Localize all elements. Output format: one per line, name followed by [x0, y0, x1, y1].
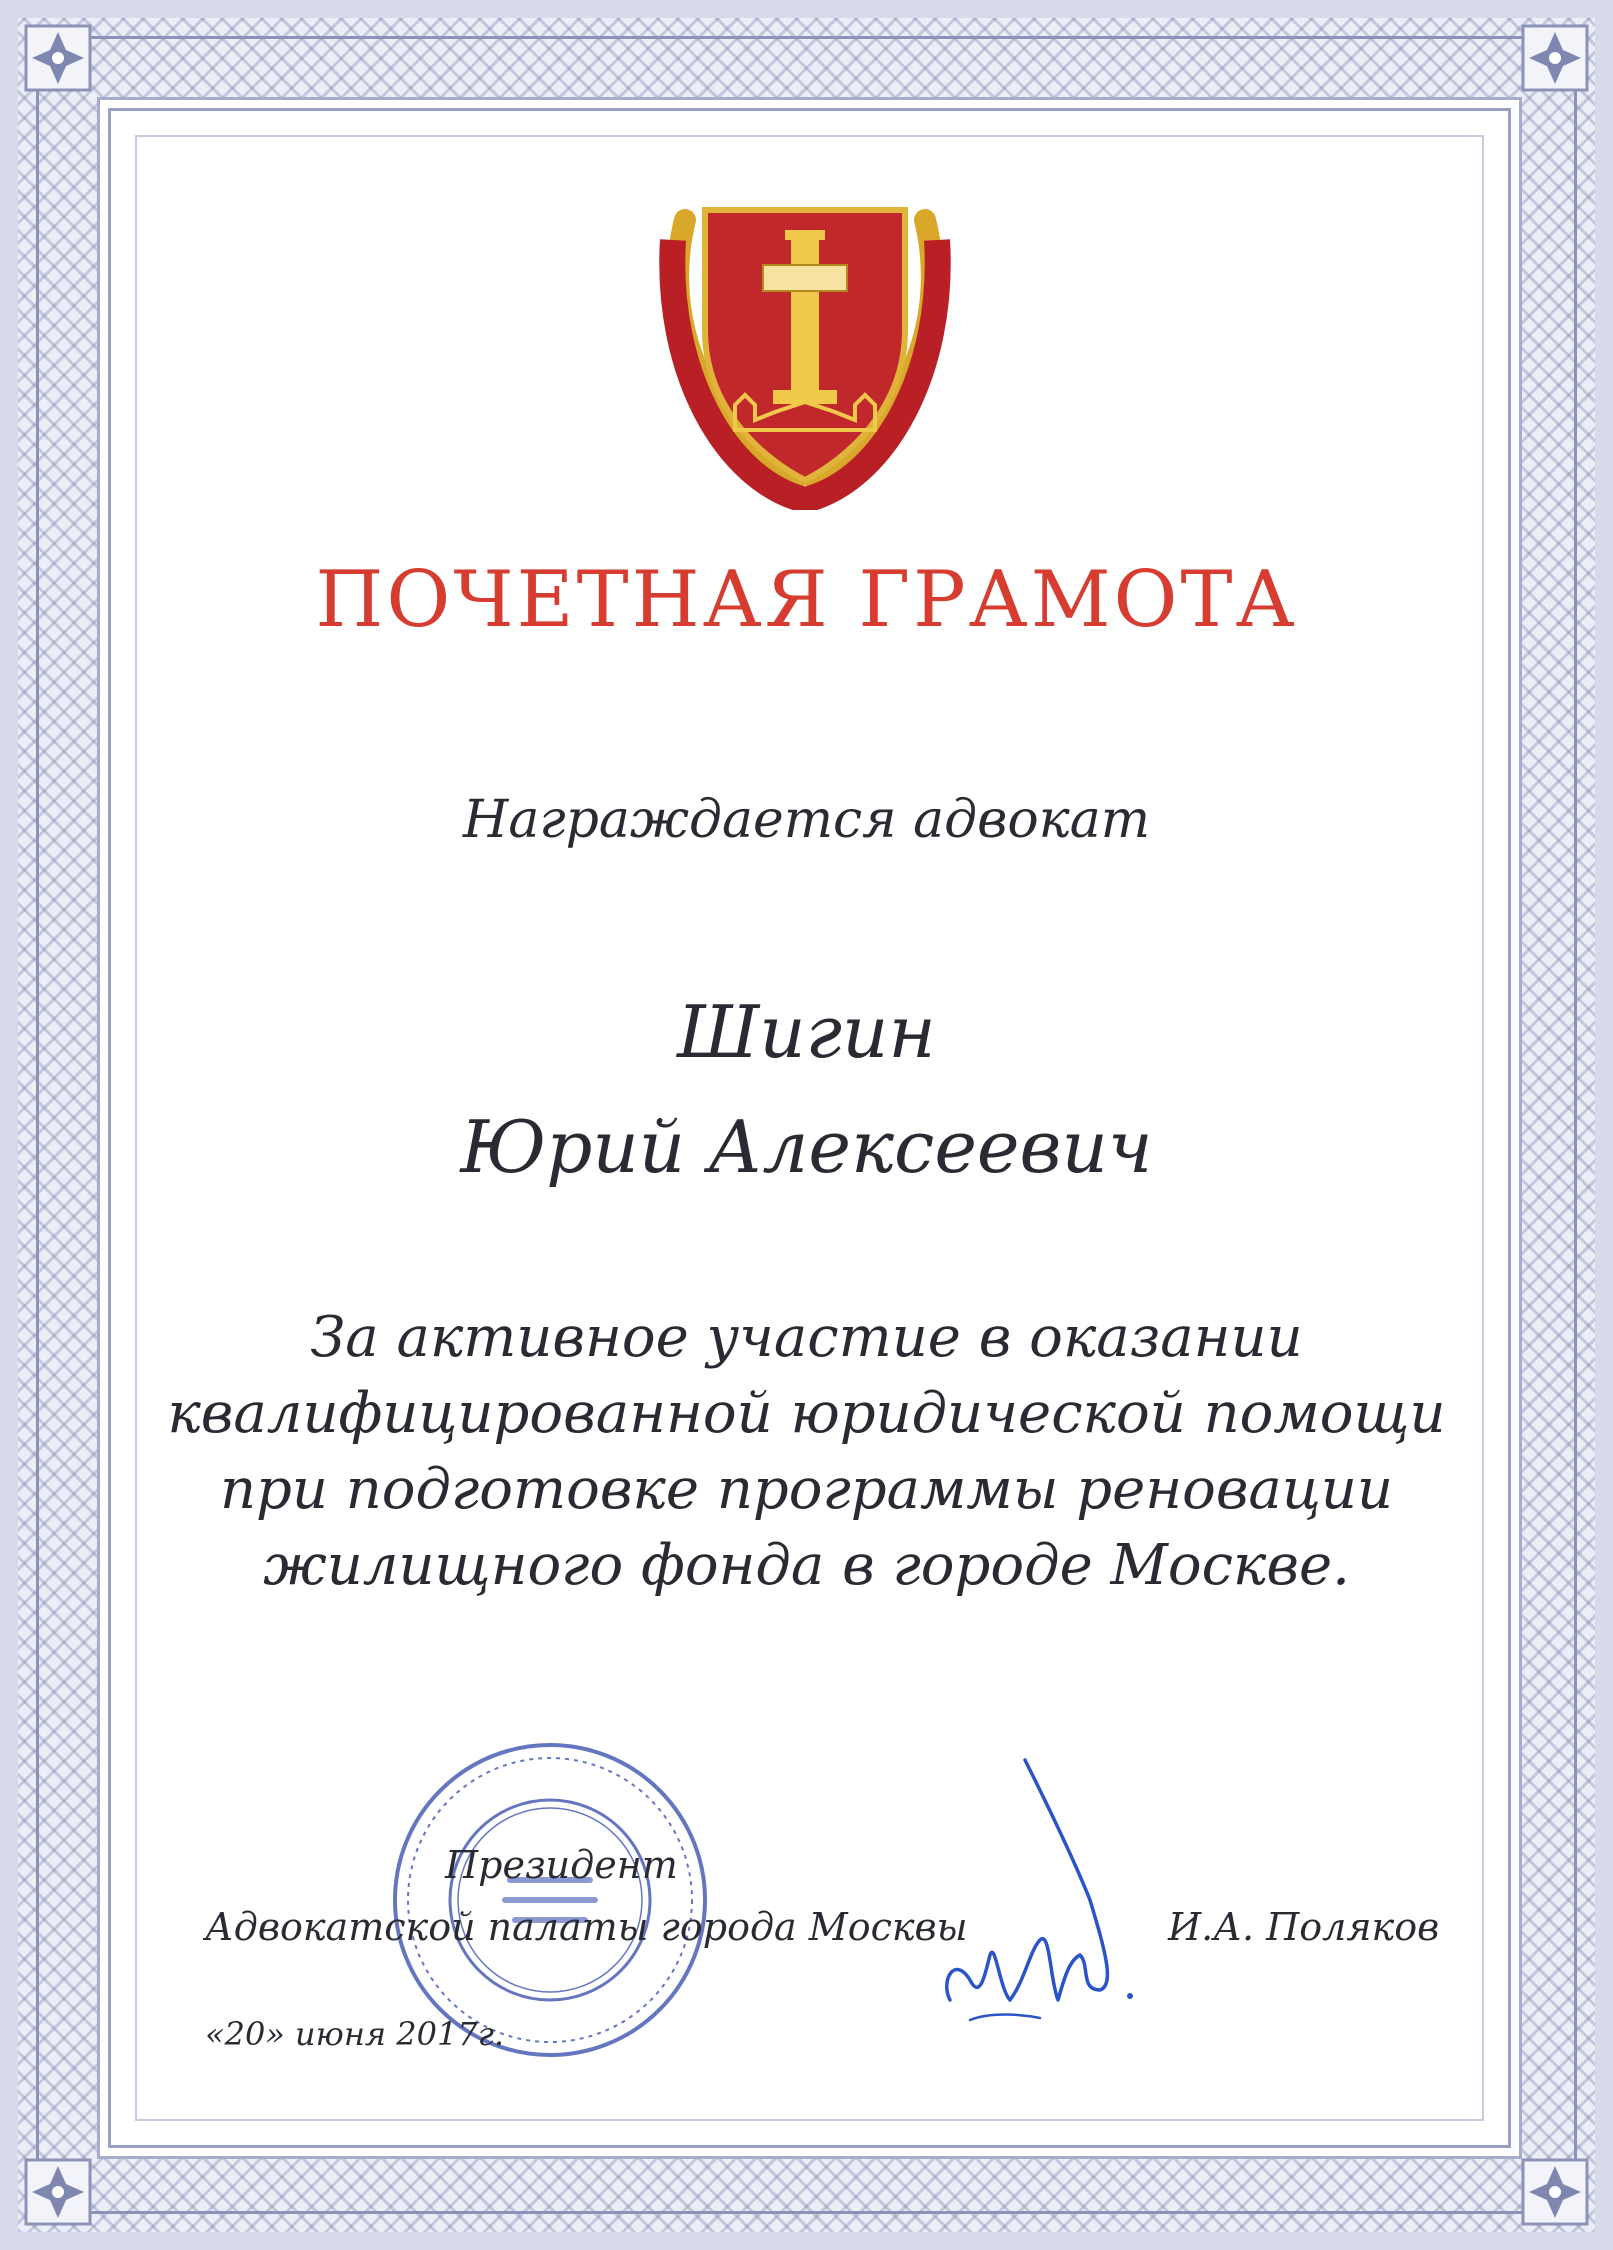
reason-line: За активное участие в оказании	[310, 1305, 1303, 1370]
issue-date: «20» июня 2017г.	[205, 2015, 505, 2053]
corner-ornament-icon	[22, 2156, 94, 2228]
reason-line: жилищного фонда в городе Москве.	[263, 1533, 1350, 1599]
reason-line: при подготовке программы реновации	[219, 1457, 1394, 1523]
corner-ornament-icon	[1519, 22, 1591, 94]
bar-chamber-emblem-icon	[645, 180, 965, 510]
certificate-title: ПОЧЕТНАЯ ГРАМОТА	[315, 555, 1298, 645]
reason-line: квалифицированной юридической помощи	[167, 1381, 1446, 1447]
recipient-first-name: Юрий Алексеевич	[460, 1105, 1153, 1189]
award-reason	[150, 1300, 1463, 1605]
signatory-name: И.А. Поляков	[1168, 1905, 1440, 1949]
corner-ornament-icon	[1519, 2156, 1591, 2228]
awarded-line: Награждается адвокат	[462, 790, 1151, 850]
signatory-organization: Адвокатской палаты города Москвы	[205, 1905, 968, 1949]
corner-ornament-icon	[22, 22, 94, 94]
recipient-last-name: Шигин	[677, 990, 936, 1074]
signatory-position: Президент	[445, 1843, 678, 1887]
